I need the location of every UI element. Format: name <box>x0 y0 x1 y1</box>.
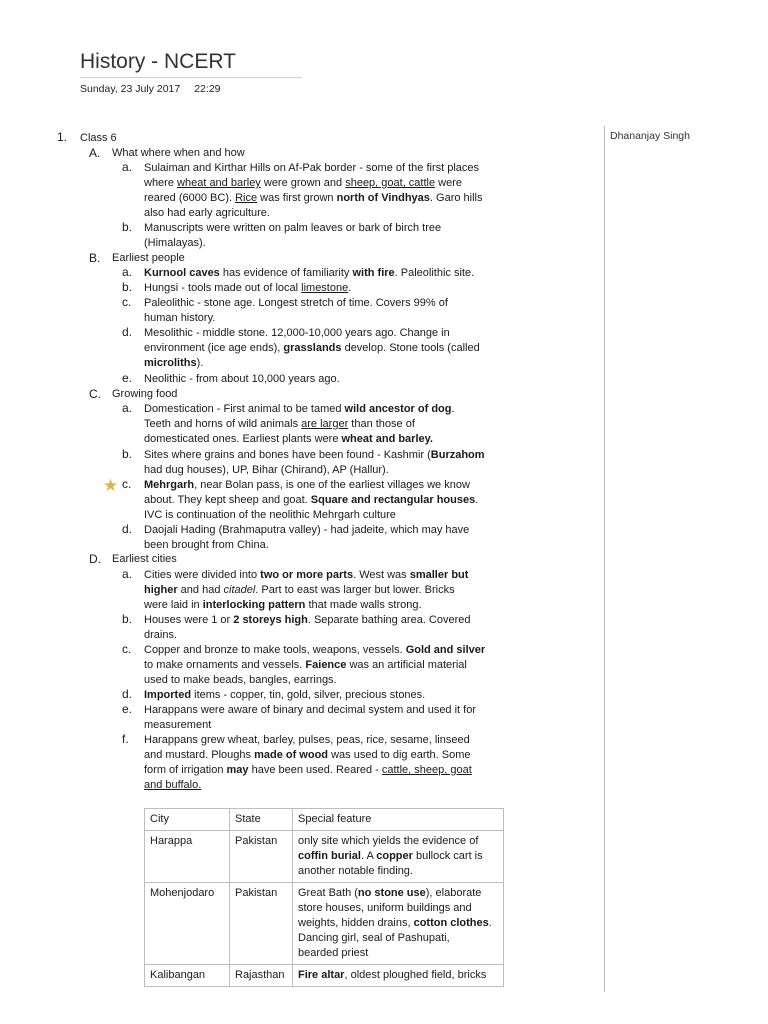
outline-marker-B: B. <box>89 251 101 265</box>
item-marker: b. <box>122 280 133 294</box>
note-line: human history. <box>144 312 216 324</box>
note-line: Mesolithic - middle stone. 12,000-10,000 years ago. Change in <box>144 327 450 339</box>
outline-marker-C: C. <box>89 387 101 401</box>
outline-marker-A: A. <box>89 146 101 160</box>
note-line: Kurnool caves has evidence of familiarity with fire. Paleolithic site. <box>144 267 475 279</box>
note-line: where wheat and barley were grown and sheep, goat, cattle were <box>144 177 463 189</box>
state-cell: Rajasthan <box>230 965 293 987</box>
note-line: Sites where grains and bones have been found - Kashmir (Burzahom <box>144 449 485 461</box>
note-line: Daojali Hading (Brahmaputra valley) - had jadeite, which may have <box>144 524 470 536</box>
note-line: Imported items - copper, tin, gold, silver, precious stones. <box>144 689 426 701</box>
page-title: History - NCERT <box>80 50 236 73</box>
note-line: had dug houses), UP, Bihar (Chirand), AP (Hallur). <box>144 464 389 476</box>
column-header-state: State <box>230 809 293 831</box>
note-line: drains. <box>144 629 178 641</box>
note-line: been brought from China. <box>144 539 269 551</box>
table-row <box>145 883 504 965</box>
outline-marker-D: D. <box>89 552 101 566</box>
item-marker: f. <box>122 732 129 746</box>
note-line: domesticated ones. Earliest plants were wheat and barley. <box>144 433 433 445</box>
heading-what-where: What where when and how <box>112 147 245 159</box>
author-tag: Dhananjay Singh <box>610 130 690 142</box>
city-cell: Mohenjodaro <box>145 883 230 965</box>
item-marker: c. <box>122 642 132 656</box>
item-marker: a. <box>122 265 133 279</box>
note-line: form of irrigation may have been used. Reared - cattle, sheep, goat <box>144 764 472 776</box>
feature-cell: Fire altar, oldest ploughed field, bricks <box>293 965 504 987</box>
note-line: Mehrgarh, near Bolan pass, is one of the earliest villages we know <box>144 479 470 491</box>
item-marker: a. <box>122 160 133 174</box>
state-cell: Pakistan <box>230 883 293 965</box>
item-marker: b. <box>122 220 133 234</box>
item-marker: e. <box>122 371 133 385</box>
table-row <box>145 831 504 883</box>
heading-earliest-cities: Earliest cities <box>112 553 177 565</box>
table-header-row <box>145 809 504 831</box>
note-line: higher and had citadel. Part to east was larger but lower. Bricks <box>144 584 455 596</box>
star-icon: ★ <box>103 476 119 495</box>
note-line: Houses were 1 or 2 storeys high. Separate bathing area. Covered <box>144 614 471 626</box>
note-line: were laid in interlocking pattern that made walls strong. <box>144 599 422 611</box>
column-header-city: City <box>145 809 230 831</box>
note-line: also had early agriculture. <box>144 207 270 219</box>
page-date: Sunday, 23 July 2017 <box>80 83 181 95</box>
note-line: IVC is continuation of the neolithic Mehrgarh culture <box>144 509 396 521</box>
item-marker: b. <box>122 612 133 626</box>
cities-table <box>144 808 504 987</box>
page-datetime <box>80 83 221 95</box>
note-line: Paleolithic - stone age. Longest stretch of time. Covers 99% of <box>144 297 448 309</box>
city-cell: Kalibangan <box>145 965 230 987</box>
note-line: Manuscripts were written on palm leaves or bark of birch tree <box>144 222 442 234</box>
note-line: microliths). <box>144 357 204 369</box>
note-line: about. They kept sheep and goat. Square and rectangular houses. <box>144 494 479 506</box>
note-line: Domestication - First animal to be tamed wild ancestor of dog. <box>144 403 455 415</box>
note-line: Sulaiman and Kirthar Hills on Af-Pak border - some of the first places <box>144 162 480 174</box>
table-row <box>145 965 504 987</box>
heading-earliest-people: Earliest people <box>112 252 185 264</box>
margin-divider <box>604 126 605 992</box>
outline-marker-1: 1. <box>57 130 68 144</box>
note-line: used to make beads, bangles, earrings. <box>144 674 337 686</box>
note-line: (Himalayas). <box>144 237 206 249</box>
item-marker: d. <box>122 522 133 536</box>
item-marker: c. <box>122 295 132 309</box>
heading-growing-food: Growing food <box>112 388 178 400</box>
note-line: Hungsi - tools made out of local limestone. <box>144 282 352 294</box>
note-line: Copper and bronze to make tools, weapons, vessels. Gold and silver <box>144 644 486 656</box>
note-line: and buffalo. <box>144 779 202 791</box>
note-line: to make ornaments and vessels. Faience was an artificial material <box>144 659 467 671</box>
note-line: reared (6000 BC). Rice was first grown north of Vindhyas. Garo hills <box>144 192 483 204</box>
title-divider <box>80 77 302 78</box>
feature-cell: Great Bath (no stone use), elaborate store houses, uniform buildings and weights, hidden drains, cotton clothes. Dancing girl, seal of Pashupati, bearded priest <box>293 883 504 965</box>
note-line: Harappans grew wheat, barley, pulses, peas, rice, sesame, linseed <box>144 734 470 746</box>
item-marker: a. <box>122 401 133 415</box>
page-time: 22:29 <box>194 83 221 95</box>
item-marker: d. <box>122 325 133 339</box>
note-line: Harappans were aware of binary and decimal system and used it for <box>144 704 477 716</box>
note-line: measurement <box>144 719 212 731</box>
item-marker: e. <box>122 702 133 716</box>
item-marker: b. <box>122 447 133 461</box>
section-class-6: Class 6 <box>80 132 117 144</box>
item-marker: c. <box>122 477 132 491</box>
note-line: and mustard. Ploughs made of wood was used to dig earth. Some <box>144 749 471 761</box>
note-line: Neolithic - from about 10,000 years ago. <box>144 373 340 385</box>
note-line: Cities were divided into two or more parts. West was smaller but <box>144 569 469 581</box>
feature-cell: only site which yields the evidence of coffin burial. A copper bullock cart is another notable finding. <box>293 831 504 883</box>
state-cell: Pakistan <box>230 831 293 883</box>
column-header-feature: Special feature <box>293 809 504 831</box>
item-marker: d. <box>122 687 133 701</box>
note-line: Teeth and horns of wild animals are larger than those of <box>144 418 415 430</box>
city-cell: Harappa <box>145 831 230 883</box>
item-marker: a. <box>122 567 133 581</box>
note-line: environment (ice age ends), grasslands develop. Stone tools (called <box>144 342 480 354</box>
